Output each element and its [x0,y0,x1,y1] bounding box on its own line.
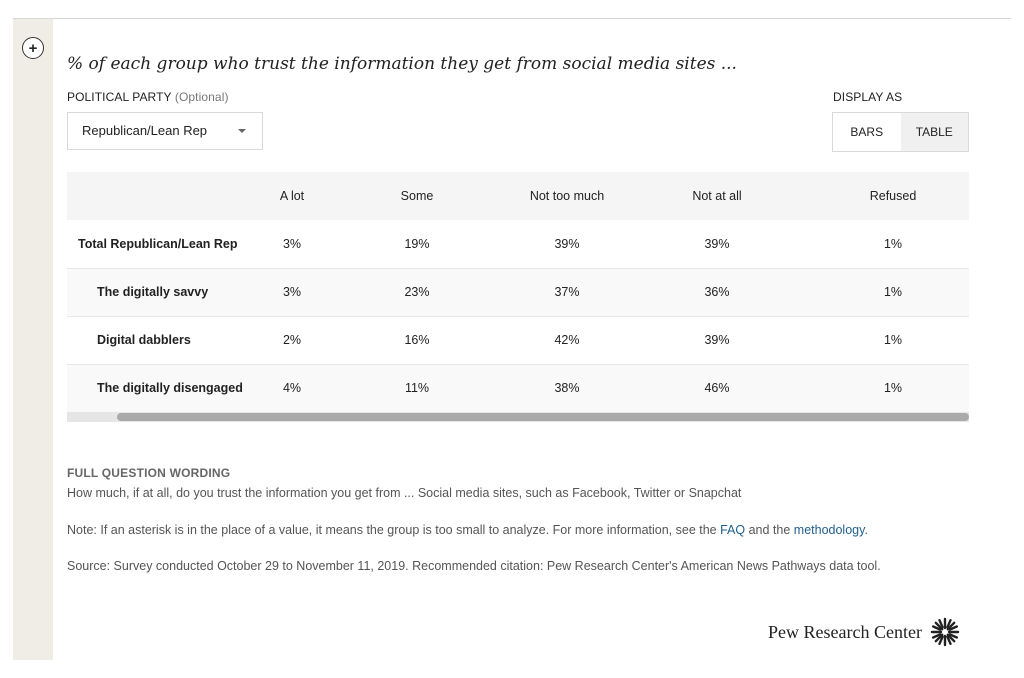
row-label: The digitally savvy [97,285,209,299]
row-label: Digital dabblers [97,333,191,347]
table-cell: 19% [404,236,430,251]
table-row [67,220,969,268]
note-prefix: Note: If an asterisk is in the place of a value, it means the group is too small to analyze. For more information, see the [67,523,721,537]
pew-sunburst-icon [930,617,960,647]
display-toggle [832,112,969,152]
table-cell: 1% [883,285,903,299]
column-header-not-at-all: Not at all [692,189,742,203]
filter-optional-text: (Optional) [174,90,229,104]
data-table [67,172,969,412]
table-cell: 46% [704,381,730,396]
column-header [67,172,267,220]
table-cell: 37% [554,285,580,299]
methodology-link[interactable]: methodology [793,523,865,537]
row-label: The digitally disengaged [97,381,243,396]
scrollbar-thumb[interactable] [117,413,969,421]
table-cell: 2% [282,333,302,347]
political-party-select[interactable] [67,112,263,150]
question-wording-heading: FULL QUESTION WORDING [67,466,231,480]
table-cell: 23% [404,285,430,299]
table-cell: 11% [404,381,430,396]
filter-label-text: POLITICAL PARTY [67,90,172,104]
left-rail [13,19,53,660]
chart-title: % of each group who trust the information they get from social media sites ... [67,54,737,74]
table-cell: 1% [883,236,903,251]
horizontal-scrollbar[interactable] [67,412,969,422]
row-label: Total Republican/Lean Rep [78,236,238,251]
table-cell: 4% [282,381,302,396]
display-as-label: DISPLAY AS [833,90,903,104]
table-cell: 36% [704,285,730,299]
table-cell: 3% [282,236,302,251]
faq-link[interactable]: FAQ [720,523,746,537]
table-option[interactable]: TABLE [901,113,969,151]
data-table-container [67,172,969,412]
bars-option[interactable]: BARS [850,125,884,139]
table-cell: 39% [554,236,580,251]
column-header-some: Some [400,189,434,203]
note-suffix: . [864,523,868,537]
political-party-label [67,90,229,104]
table-cell: 3% [282,285,302,299]
table-cell: 39% [704,333,730,347]
table-row [67,316,969,364]
table-row [67,268,969,316]
column-header-not-too-much: Not too much [529,189,605,203]
logo-text: Pew Research Center [768,621,922,642]
plus-icon: + [28,39,38,57]
note-text [67,523,868,537]
table-header-row [67,172,969,220]
pew-logo [768,617,960,647]
note-mid: and the [745,523,794,537]
table-cell: 39% [704,236,730,251]
question-wording-text: How much, if at all, do you trust the information you get from ... Social media sites, such as Facebook, Twitter or Snapchat [67,486,742,500]
top-divider [13,18,1011,19]
selected-party: Republican/Lean Rep [82,123,208,138]
table-cell: 16% [404,333,430,347]
column-header-refused: Refused [869,189,917,203]
chevron-down-icon [238,129,246,133]
source-text: Source: Survey conducted October 29 to November 11, 2019. Recommended citation: Pew Research Center's American News Pathways data tool. [67,559,881,573]
column-header-a-lot: A lot [279,189,305,203]
table-cell: 1% [883,333,903,347]
table-cell: 1% [883,381,903,396]
table-cell: 38% [554,381,580,396]
expand-button[interactable] [22,37,44,59]
table-row [67,364,969,412]
table-cell: 42% [554,333,580,347]
